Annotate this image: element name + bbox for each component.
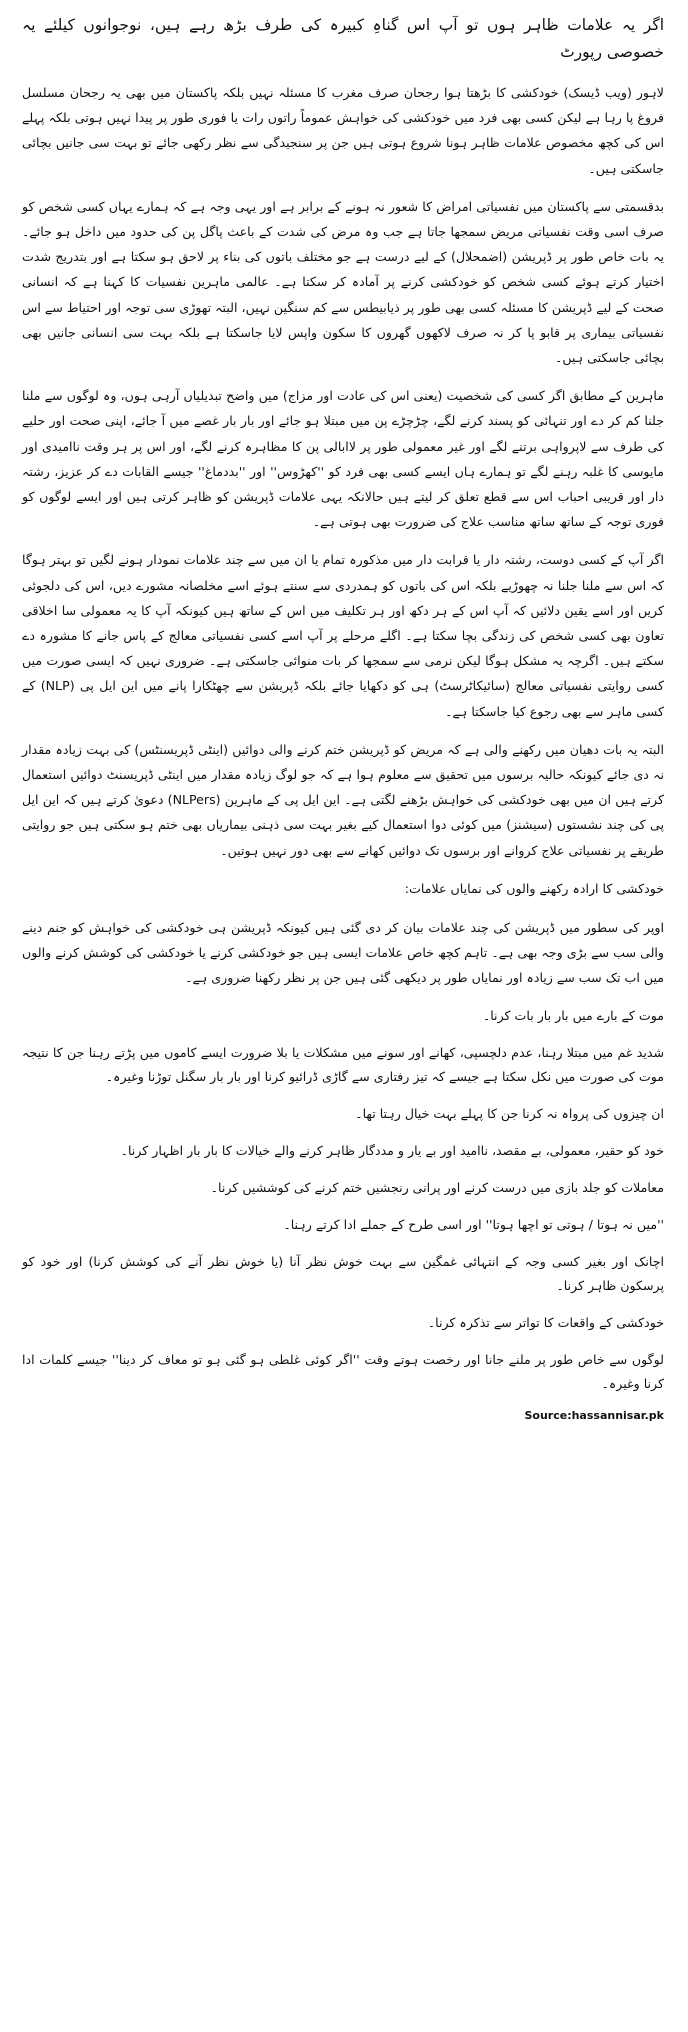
signs-heading: خودکشی کا ارادہ رکھنے والوں کی نمایاں علامات:	[404, 880, 664, 896]
sign-item: موت کے بارے میں بار بار بات کرنا۔	[482, 1007, 664, 1023]
article-paragraph: بدقسمتی سے پاکستان میں نفسیاتی امراض کا شعور نہ ہونے کے برابر ہے اور یہی وجہ ہے کہ ہمارے یہاں کسی شخص کو صرف اسی وقت نفسیاتی مریض سمجھا جاتا ہے جب وہ مرض کی شدت کے باعث پاگل پن کی حدود میں داخل ہو جائے۔ یہ بات خاص طور پر ڈپریشن (اضمحلال) کے لیے درست ہے جو مختلف باتوں کی بناء پر لاحق ہو سکتا ہے اور بتدریج شدت اختیار کرتے ہوئے کسی شخص کو خودکشی کرنے پر آمادہ کر سکتا ہے۔ عالمی ماہرین نفسیات کا کہنا ہے کہ انسانی صحت کے لیے ڈپریشن کا مسئلہ کسی بھی طور پر ذیابیطس سے کم سنگین نہیں، البتہ تھوڑی سی توجہ اور احتیاط سے اس نفسیاتی بیماری پر قابو پا کر نہ صرف لاکھوں گھروں کا سکون واپس لایا جاسکتا ہے بلکہ بہت سی انسانی جانیں بھی بچائی جاسکتی ہیں۔	[22, 198, 664, 366]
sign-item: اچانک اور بغیر کسی وجہ کے انتہائی غمگین سے بہت خوش نظر آنا (یا خوش نظر آنے کی کوشش کرنا) اور خود کو پرسکون ظاہر کرنا۔	[22, 1253, 664, 1293]
article-paragraph: ماہرین کے مطابق اگر کسی کی شخصیت (یعنی اس کی عادت اور مزاج) میں واضح تبدیلیاں آرہی ہوں، وہ لوگوں سے ملنا جلنا کم کر دے اور تنہائی کو پسند کرنے لگے، چڑچڑے پن میں مبتلا ہو جائے اور بار بار غصے میں آ جائے، اپنی صحت اور حلیے کی طرف سے لاپرواہی برتنے لگے اور غیر معمولی طور پر لاابالی پن کا مظاہرہ کرنے لگے، اور اس پر ہر وقت ناامیدی اور مایوسی کا غلبہ رہنے لگے تو ہمارے ہاں ایسے کسی بھی فرد کو ''کھڑوس'' اور ''بددماغ'' جیسے القابات دے کر عزیز، رشتہ دار اور قریبی احباب اس سے قطع تعلق کر لیتے ہیں حالانکہ یہی علامات ڈپریشن کو ظاہر کرتی ہیں اور ایسے لوگوں کو فوری توجہ کے ساتھ ساتھ مناسب علاج کی ضرورت بھی ہوتی ہے۔	[22, 388, 664, 530]
sign-item: لوگوں سے خاص طور پر ملنے جانا اور رخصت ہوتے وقت ''اگر کوئی غلطی ہو گئی ہو تو معاف کر دینا'' جیسے کلمات ادا کرنا وغیرہ۔	[22, 1351, 664, 1391]
source-credit: Source:hassannisar.pk	[524, 1408, 664, 1422]
article-paragraph: لاہور (ویب ڈیسک) خودکشی کا بڑھتا ہوا رجحان صرف مغرب کا مسئلہ نہیں بلکہ پاکستان میں بھی یہ رجحان مسلسل فروغ پا رہا ہے لیکن کسی بھی فرد میں خودکشی کی خواہش عموماً راتوں رات یا فوری طور پر پیدا نہیں ہوتی بلکہ پہلے اس کی کچھ مخصوص علامات ظاہر ہونا شروع ہوتی ہیں جن پر سنجیدگی سے نظر رکھی جائے تو بہت سی جانیں بچائی جاسکتی ہیں۔	[22, 85, 664, 176]
article-headline: اگر یہ علامات ظاہر ہوں تو آپ اس گناہِ کبیرہ کی طرف بڑھ رہے ہیں، نوجوانوں کیلئے یہ خصوصی رپورٹ	[22, 16, 664, 61]
signs-intro: اوپر کی سطور میں ڈپریشن کی چند علامات بیان کر دی گئی ہیں کیونکہ ڈپریشن ہی خودکشی کی خواہش کو جنم دینے والی سب سے بڑی وجہ بھی ہے۔ تاہم کچھ خاص علامات ایسی ہیں جو خودکشی کرنے یا خودکشی کی کوشش کرنے والوں میں اب تک سب سے زیادہ اور نمایاں طور پر دیکھی گئی ہیں جن پر نظر رکھنا ضروری ہے۔	[22, 919, 664, 986]
sign-item: خودکشی کے واقعات کا تواتر سے تذکرہ کرنا۔	[427, 1314, 664, 1330]
sign-item: ان چیزوں کی پرواہ نہ کرنا جن کا پہلے بہت خیال رہتا تھا۔	[355, 1105, 664, 1121]
article-paragraph: اگر آپ کے کسی دوست، رشتہ دار یا قرابت دار میں مذکورہ تمام یا ان میں سے چند علامات نمودار ہونے لگیں تو بہتر ہوگا کہ اس سے ملنا جلنا نہ چھوڑیے بلکہ اس کی باتوں کو ہمدردی سے سنتے ہوئے اسے مخلصانہ مشورے دیں، اس کی دلجوئی کریں اور اسے یقین دلائیں کہ آپ اس کے ہر دکھ اور ہر تکلیف میں اس کے ساتھ ہیں کیونکہ آپ کا یہ معمولی سا اخلاقی تعاون بھی کسی شخص کی زندگی بچا سکتا ہے۔ اگلے مرحلے پر آپ اسے کسی نفسیاتی معالج کے پاس جانے کا مشورہ دے سکتے ہیں۔ اگرچہ یہ مشکل ہوگا لیکن نرمی سے سمجھا کر بات منوائی جاسکتی ہے۔ ضروری نہیں کہ ایسی صورت میں کسی روایتی نفسیاتی معالج (سائیکاٹرسٹ) ہی کو دکھایا جائے بلکہ ڈپریشن سے چھٹکارا پانے میں این ایل پی (NLP) کے کسی ماہر سے بھی رجوع کیا جاسکتا ہے۔	[22, 552, 665, 719]
sign-item: شدید غم میں مبتلا رہنا، عدم دلچسپی، کھانے اور سونے میں مشکلات یا بلا ضرورت ایسے کاموں میں پڑتے رہنا جن کا نتیجہ موت کی صورت میں نکل سکتا ہے جیسے کہ تیز رفتاری سے گاڑی ڈرائیو کرنا اور بار بار سگنل توڑنا وغیرہ۔	[22, 1044, 664, 1084]
sign-item: خود کو حقیر، معمولی، بے مقصد، ناامید اور بے یار و مددگار ظاہر کرنے والے خیالات کا بار بار اظہار کرنا۔	[120, 1142, 664, 1158]
sign-item: معاملات کو جلد بازی میں درست کرنے اور پرانی رنجشیں ختم کرنے کی کوششیں کرنا۔	[210, 1179, 664, 1195]
sign-item: ''میں نہ ہوتا / ہوتی تو اچھا ہوتا'' اور اسی طرح کے جملے ادا کرتے رہنا۔	[283, 1216, 664, 1232]
article-paragraph: البتہ یہ بات دھیان میں رکھنے والی ہے کہ مریض کو ڈپریشن ختم کرنے والی دوائیں (اینٹی ڈپریسنٹس) کی بہت زیادہ مقدار نہ دی جائے کیونکہ حالیہ برسوں میں تحقیق سے معلوم ہوا ہے کہ جو لوگ زیادہ مقدار میں اینٹی ڈپریسنٹ دوائیں استعمال کرتے ہیں ان میں بھی خودکشی کی خواہش بڑھنے لگتی ہے۔ این ایل پی کے ماہرین (NLPers) دعویٰ کرتے ہیں کہ این ایل پی کی چند نشستوں (سیشنز) میں کوئی دوا استعمال کیے بغیر بہت سی ذہنی بیماریاں بھی ختم ہو سکتی ہیں جو روایتی طریقے پر نفسیاتی علاج کروانے اور برسوں تک دوائیں کھانے سے بھی دور نہیں ہوتیں۔	[22, 741, 664, 858]
